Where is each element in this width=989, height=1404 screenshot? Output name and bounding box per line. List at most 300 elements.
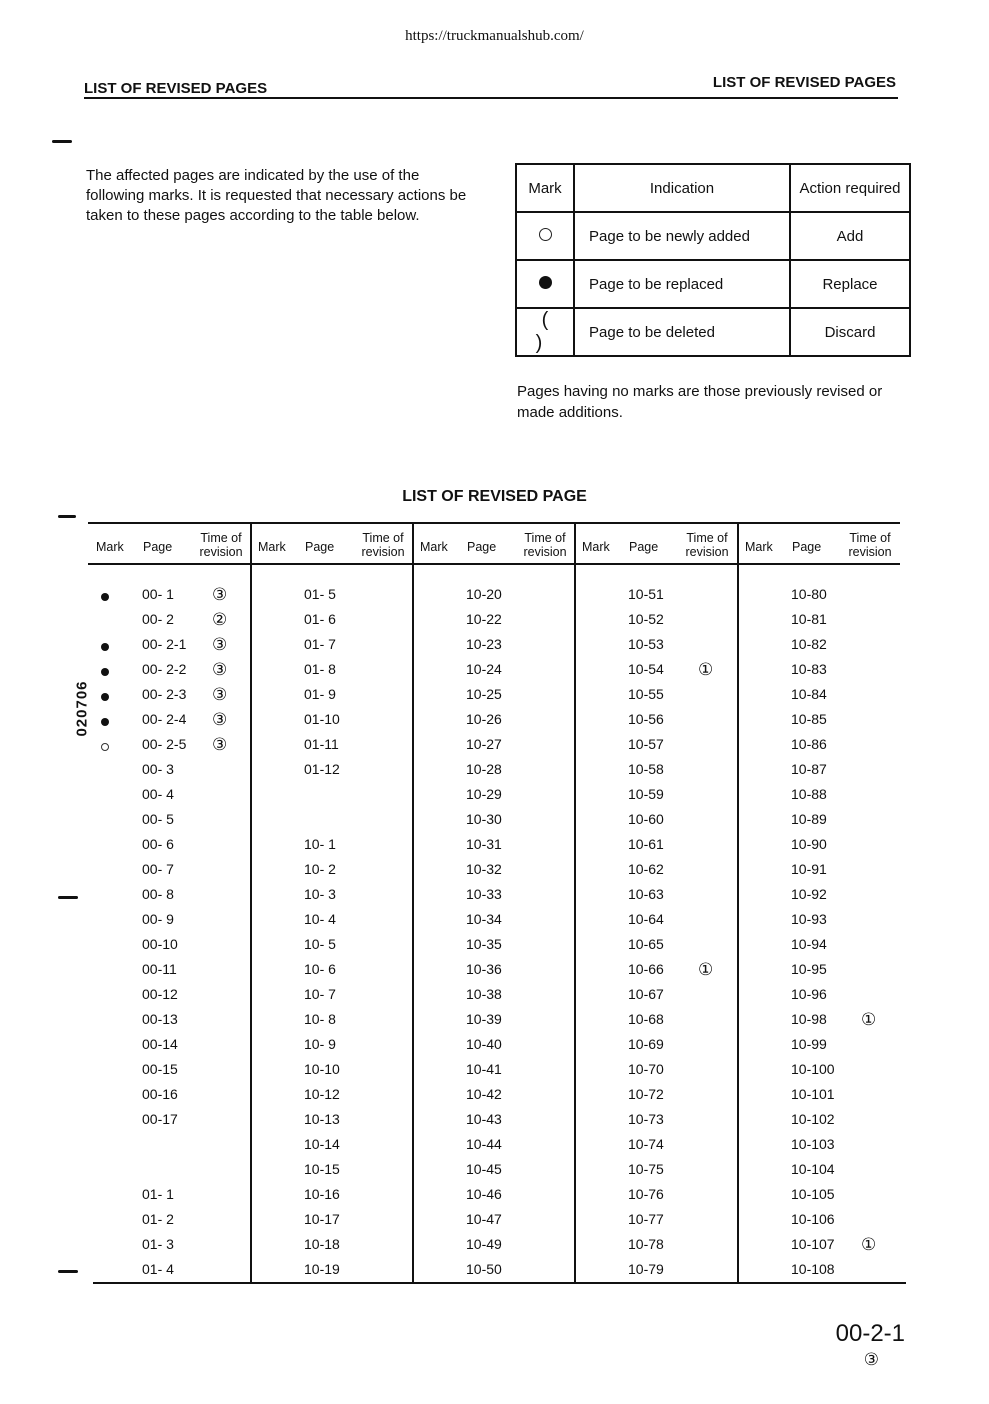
page-cell: 10-40 (466, 1036, 502, 1052)
table-row (250, 734, 412, 759)
page-cell: 10-64 (628, 911, 664, 927)
header-mark: Mark (258, 540, 286, 554)
table-row (574, 684, 736, 709)
page-cell: 10- 9 (304, 1036, 336, 1052)
page-cell: 00- 2-2 (142, 661, 187, 677)
revision-cell: ③ (212, 585, 228, 604)
parentheses-icon: ( ) (535, 309, 561, 354)
page-cell: 10-105 (791, 1186, 835, 1202)
legend-header-mark: Mark (516, 164, 574, 212)
page-cell: 00- 4 (142, 786, 174, 802)
header-mark: Mark (582, 540, 610, 554)
table-row (737, 1159, 899, 1184)
page-cell: 01-12 (304, 761, 340, 777)
page-cell: 10-88 (791, 786, 827, 802)
filled-circle-icon (101, 668, 109, 676)
table-row (412, 1034, 574, 1059)
filled-circle-icon (101, 693, 109, 701)
revision-cell: ③ (212, 735, 228, 754)
page-cell: 01- 3 (142, 1236, 174, 1252)
page-cell: 00- 2-1 (142, 636, 187, 652)
table-row (88, 609, 250, 634)
table-row (412, 584, 574, 609)
list-title: LIST OF REVISED PAGE (402, 488, 587, 505)
table-row (737, 1134, 899, 1159)
page-cell: 00- 1 (142, 586, 174, 602)
table-row (574, 959, 736, 984)
page-cell: 10-83 (791, 661, 827, 677)
table-row (574, 1009, 736, 1034)
header-page: Page (792, 540, 822, 554)
table-row (412, 934, 574, 959)
page-cell: 01- 8 (304, 661, 336, 677)
table-row (574, 584, 736, 609)
binding-tick-mark (58, 896, 78, 899)
table-row (412, 1184, 574, 1209)
page-cell: 00-13 (142, 1011, 178, 1027)
page-cell: 10-16 (304, 1186, 340, 1202)
page-cell: 00- 2-5 (142, 736, 187, 752)
legend-action: Add (790, 212, 910, 260)
page-cell: 10-79 (628, 1261, 664, 1277)
page-cell: 10-51 (628, 586, 664, 602)
table-row (574, 934, 736, 959)
table-row (250, 609, 412, 634)
table-row (412, 1084, 574, 1109)
table-row (88, 1084, 250, 1109)
page-cell: 10-32 (466, 861, 502, 877)
page-cell: 10-60 (628, 811, 664, 827)
table-row (88, 959, 250, 984)
table-row (412, 759, 574, 784)
table-row (88, 1059, 250, 1084)
legend-row (516, 308, 910, 356)
page-cell: 10- 2 (304, 861, 336, 877)
replaced-mark-icon (98, 588, 112, 604)
page-cell: 10-10 (304, 1061, 340, 1077)
page-cell: 01-11 (304, 736, 339, 752)
intro-paragraph: The affected pages are indicated by the use of the following marks. It is requested that necessary actions be taken to these pages according to the table below. (86, 167, 467, 224)
page-cell: 10-43 (466, 1111, 502, 1127)
page-cell: 10-58 (628, 761, 664, 777)
page-cell: 10-98 (791, 1011, 827, 1027)
page-cell: 10- 7 (304, 986, 336, 1002)
page-cell: 00- 2-3 (142, 686, 187, 702)
table-row (737, 1059, 899, 1084)
page-cell: 10-17 (304, 1211, 340, 1227)
table-row (412, 959, 574, 984)
table-row (574, 859, 736, 884)
page-cell: 10-76 (628, 1186, 664, 1202)
page-cell: 00-14 (142, 1036, 178, 1052)
table-row (737, 634, 899, 659)
side-code: 020706 (73, 680, 91, 737)
replaced-mark-icon (98, 663, 112, 679)
column-header (412, 524, 574, 564)
page-cell: 10-101 (791, 1086, 835, 1102)
page-cell: 10-30 (466, 811, 502, 827)
page-cell: 10-63 (628, 886, 664, 902)
page-cell: 01- 4 (142, 1261, 174, 1277)
revision-cell: ③ (212, 685, 228, 704)
table-row (574, 1159, 736, 1184)
legend-table (515, 163, 911, 357)
page-cell: 10-31 (466, 836, 502, 852)
page-cell: 01- 7 (304, 636, 336, 652)
page-cell: 10-22 (466, 611, 502, 627)
table-row (88, 909, 250, 934)
page-cell: 10-86 (791, 736, 827, 752)
replaced-mark-icon (98, 713, 112, 729)
table-row (250, 1109, 412, 1134)
column-header (88, 524, 250, 564)
table-row (737, 984, 899, 1009)
table-row (412, 1209, 574, 1234)
table-row (250, 884, 412, 909)
table-row (250, 1209, 412, 1234)
page-cell: 10-25 (466, 686, 502, 702)
page-cell: 10-38 (466, 986, 502, 1002)
table-row (88, 734, 250, 759)
page-cell: 10-94 (791, 936, 827, 952)
table-row (88, 1034, 250, 1059)
page-cell: 10-49 (466, 1236, 502, 1252)
page-cell: 10-75 (628, 1161, 664, 1177)
table-row (412, 784, 574, 809)
table-row (574, 834, 736, 859)
replaced-mark-icon (98, 688, 112, 704)
revision-cell: ① (861, 1235, 877, 1254)
table-row (412, 734, 574, 759)
header-time-of-revision: Time of revision (685, 531, 729, 559)
page-cell: 01- 5 (304, 586, 336, 602)
table-row (574, 1209, 736, 1234)
page-cell: 10-82 (791, 636, 827, 652)
table-row (737, 584, 899, 609)
table-row (412, 1234, 574, 1259)
page-cell: 10-55 (628, 686, 664, 702)
table-row (88, 1184, 250, 1209)
filled-circle-icon (101, 643, 109, 651)
page-cell: 10- 1 (304, 836, 336, 852)
table-row (574, 884, 736, 909)
page-cell: 10-52 (628, 611, 664, 627)
page-cell: 10-100 (791, 1061, 835, 1077)
binding-tick-mark (58, 515, 76, 518)
page-cell: 10-26 (466, 711, 502, 727)
column-header (574, 524, 736, 564)
page-cell: 10-65 (628, 936, 664, 952)
table-row (88, 1109, 250, 1134)
page-cell: 10-54 (628, 661, 664, 677)
page-cell: 10-67 (628, 986, 664, 1002)
revision-cell: ① (861, 1010, 877, 1029)
table-row (88, 884, 250, 909)
table-row (737, 1034, 899, 1059)
page-cell: 00- 5 (142, 811, 174, 827)
table-row (250, 1084, 412, 1109)
table-row (88, 1134, 250, 1159)
table-row (250, 909, 412, 934)
table-row (737, 1109, 899, 1134)
page-cell: 10-92 (791, 886, 827, 902)
table-row (88, 784, 250, 809)
page-cell: 10-107 (791, 1236, 835, 1252)
table-row (412, 984, 574, 1009)
table-row (412, 1134, 574, 1159)
table-row (737, 1009, 899, 1034)
legend-indication: Page to be replaced (574, 260, 790, 308)
page-cell: 10-95 (791, 961, 827, 977)
page-cell: 00-16 (142, 1086, 178, 1102)
table-row (737, 884, 899, 909)
table-row (574, 809, 736, 834)
page-cell: 10- 4 (304, 911, 336, 927)
page-cell: 10-96 (791, 986, 827, 1002)
page-cell: 10-42 (466, 1086, 502, 1102)
table-row (412, 609, 574, 634)
table-row (412, 1009, 574, 1034)
table-row (250, 959, 412, 984)
page-cell: 01-10 (304, 711, 340, 727)
table-row (88, 1234, 250, 1259)
page-cell: 10-45 (466, 1161, 502, 1177)
page-cell: 00-10 (142, 936, 178, 952)
page-cell: 10- 5 (304, 936, 336, 952)
source-url[interactable]: https://truckmanualshub.com/ (405, 28, 584, 44)
table-row (412, 834, 574, 859)
table-row (412, 709, 574, 734)
page-cell: 10-66 (628, 961, 664, 977)
page-cell: 10-102 (791, 1111, 835, 1127)
page-cell: 10-59 (628, 786, 664, 802)
table-row (412, 1059, 574, 1084)
table-row (250, 834, 412, 859)
revision-cell: ① (698, 960, 714, 979)
page-cell: 10-47 (466, 1211, 502, 1227)
filled-circle-icon (539, 276, 552, 289)
page-cell: 00- 2 (142, 611, 174, 627)
table-row (574, 1109, 736, 1134)
table-row (574, 984, 736, 1009)
table-row (250, 859, 412, 884)
binding-tick-mark (58, 1270, 78, 1273)
table-row (88, 834, 250, 859)
table-row (412, 1259, 574, 1284)
page-cell: 00- 9 (142, 911, 174, 927)
table-row (574, 909, 736, 934)
page-cell: 10-15 (304, 1161, 340, 1177)
page-cell: 10-34 (466, 911, 502, 927)
legend-row (516, 260, 910, 308)
page-cell: 10-29 (466, 786, 502, 802)
table-row (250, 684, 412, 709)
page-cell: 00-15 (142, 1061, 178, 1077)
legend-action: Replace (790, 260, 910, 308)
page-cell: 10-19 (304, 1261, 340, 1277)
page-cell: 00- 8 (142, 886, 174, 902)
page-cell: 10-62 (628, 861, 664, 877)
header-page: Page (629, 540, 659, 554)
table-row (737, 734, 899, 759)
page-cell: 10-36 (466, 961, 502, 977)
filled-circle-icon (101, 593, 109, 601)
page-cell: 10-24 (466, 661, 502, 677)
table-row (412, 634, 574, 659)
revision-cell: ③ (212, 635, 228, 654)
page-cell: 10-61 (628, 836, 664, 852)
page-revision-mark: ③ (863, 1350, 879, 1369)
legend-header-indication: Indication (574, 164, 790, 212)
page-cell: 01- 1 (142, 1186, 174, 1202)
table-row (737, 609, 899, 634)
table-row (88, 1009, 250, 1034)
filled-circle-icon (101, 718, 109, 726)
page-cell: 10-14 (304, 1136, 340, 1152)
binding-tick-mark (52, 140, 72, 143)
table-row (250, 1159, 412, 1184)
page-cell: 10-57 (628, 736, 664, 752)
page-cell: 10-53 (628, 636, 664, 652)
table-row (574, 1084, 736, 1109)
legend-mark-cell (516, 308, 574, 356)
open-circle-icon (539, 228, 552, 241)
table-row (88, 709, 250, 734)
table-row (737, 909, 899, 934)
page-cell: 10-103 (791, 1136, 835, 1152)
page-cell: 10-84 (791, 686, 827, 702)
table-row (88, 634, 250, 659)
table-row (574, 1134, 736, 1159)
table-row (737, 809, 899, 834)
table-row (412, 884, 574, 909)
table-row (737, 1259, 899, 1284)
revision-cell: ① (698, 660, 714, 679)
table-row (250, 1234, 412, 1259)
page-cell: 01- 2 (142, 1211, 174, 1227)
table-row (737, 934, 899, 959)
page-cell: 10-93 (791, 911, 827, 927)
revision-cell: ③ (212, 710, 228, 729)
page-cell: 00- 3 (142, 761, 174, 777)
page-cell: 10-108 (791, 1261, 835, 1277)
table-row (737, 1209, 899, 1234)
table-row (88, 934, 250, 959)
page-cell: 10-41 (466, 1061, 502, 1077)
legend-header-row (516, 164, 910, 212)
table-row (737, 859, 899, 884)
table-row (250, 659, 412, 684)
page-cell: 00-11 (142, 961, 177, 977)
table-row (250, 1009, 412, 1034)
table-row (412, 909, 574, 934)
page-cell: 00- 6 (142, 836, 174, 852)
table-row (737, 784, 899, 809)
table-row (250, 634, 412, 659)
table-row (412, 684, 574, 709)
page-cell: 10-91 (791, 861, 827, 877)
replaced-mark-icon (98, 638, 112, 654)
legend-indication: Page to be deleted (574, 308, 790, 356)
table-row (250, 1059, 412, 1084)
table-row (250, 934, 412, 959)
table-row (250, 584, 412, 609)
page-cell: 00-12 (142, 986, 178, 1002)
page-cell: 10-13 (304, 1111, 340, 1127)
page-cell: 10- 3 (304, 886, 336, 902)
legend-action: Discard (790, 308, 910, 356)
table-row (574, 659, 736, 684)
page-cell: 10-73 (628, 1111, 664, 1127)
table-row (250, 984, 412, 1009)
page-cell: 01- 9 (304, 686, 336, 702)
header-title-left: LIST OF REVISED PAGES (84, 80, 268, 97)
table-row (250, 759, 412, 784)
table-row (412, 859, 574, 884)
page-cell: 10-18 (304, 1236, 340, 1252)
table-row (574, 784, 736, 809)
table-row (737, 1184, 899, 1209)
page-cell: 10-90 (791, 836, 827, 852)
table-row (737, 659, 899, 684)
table-row (250, 784, 412, 809)
table-row (250, 709, 412, 734)
page-cell: 00- 7 (142, 861, 174, 877)
page-cell: 10-44 (466, 1136, 502, 1152)
header-page: Page (143, 540, 173, 554)
table-row (88, 759, 250, 784)
page-cell: 00- 2-4 (142, 711, 187, 727)
page-cell: 10-74 (628, 1136, 664, 1152)
page-cell: 10-68 (628, 1011, 664, 1027)
page-cell: 10-12 (304, 1086, 340, 1102)
table-row (737, 1084, 899, 1109)
table-row (88, 1209, 250, 1234)
table-row (88, 1259, 250, 1284)
table-row (574, 1234, 736, 1259)
page-cell: 10-72 (628, 1086, 664, 1102)
header-mark: Mark (420, 540, 448, 554)
header-time-of-revision: Time of revision (199, 531, 243, 559)
table-row (250, 1134, 412, 1159)
page-cell: 10-69 (628, 1036, 664, 1052)
table-row (574, 1059, 736, 1084)
note-paragraph: Pages having no marks are those previously revised or made additions. (517, 383, 883, 421)
page-cell: 10-99 (791, 1036, 827, 1052)
page-cell: 10-104 (791, 1161, 835, 1177)
page-cell: 10-46 (466, 1186, 502, 1202)
column-header (737, 524, 899, 564)
header-time-of-revision: Time of revision (848, 531, 892, 559)
page-cell: 10-35 (466, 936, 502, 952)
table-row (737, 959, 899, 984)
page-cell: 10-81 (791, 611, 827, 627)
table-row (574, 1259, 736, 1284)
page-cell: 10-27 (466, 736, 502, 752)
table-row (88, 684, 250, 709)
header-mark: Mark (745, 540, 773, 554)
page-cell: 00-17 (142, 1111, 178, 1127)
table-row (737, 709, 899, 734)
page-cell: 10- 6 (304, 961, 336, 977)
table-row (737, 759, 899, 784)
page-cell: 10-87 (791, 761, 827, 777)
table-row (574, 734, 736, 759)
legend-header-action: Action required (790, 164, 910, 212)
page-cell: 10-70 (628, 1061, 664, 1077)
table-row (574, 709, 736, 734)
table-row (412, 809, 574, 834)
